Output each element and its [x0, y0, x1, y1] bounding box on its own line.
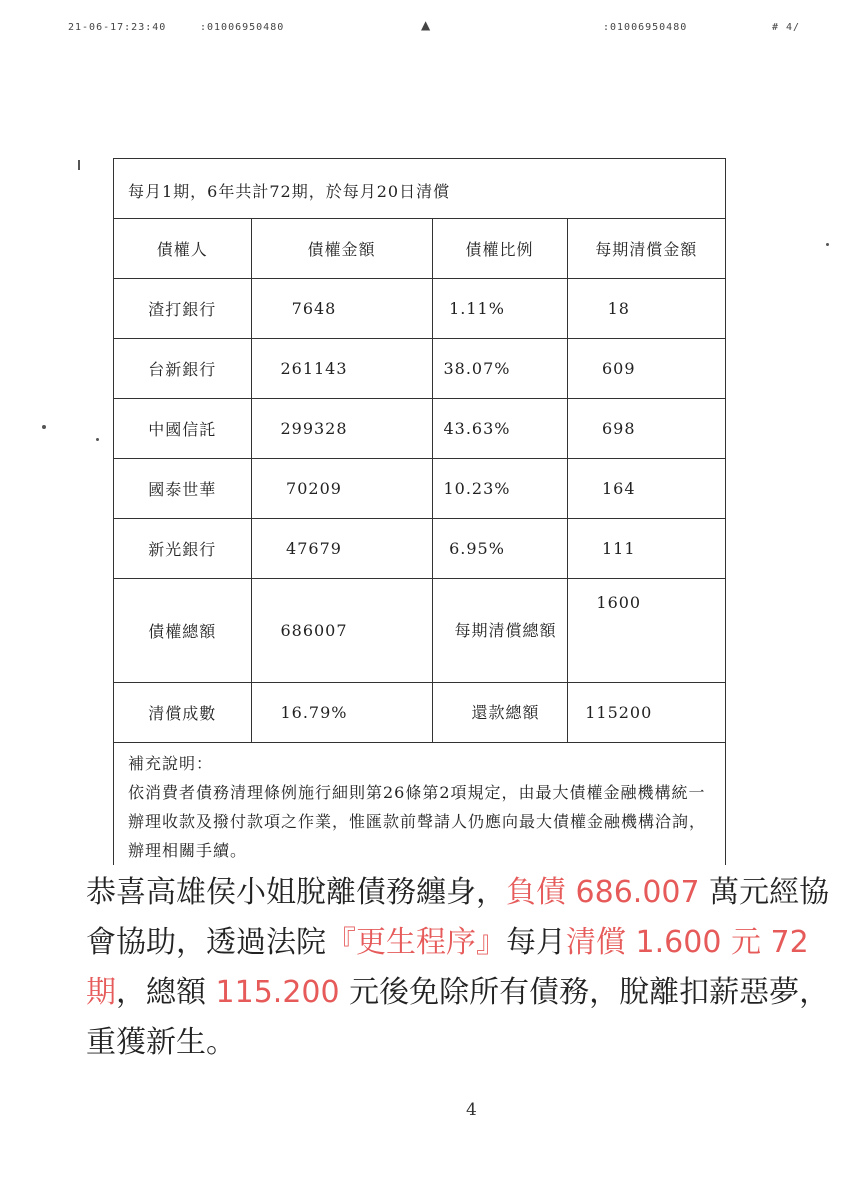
creditor-table — [114, 218, 725, 743]
caption-payment-highlight: 清償 1.600 元 72 期 — [86, 925, 809, 1010]
repayment-plan-line: 每月1期，6年共計72期，於每月20日清償 — [128, 182, 451, 201]
table-row — [114, 459, 725, 519]
notes-body: 依消費者債務清理條例施行細則第26條第2項規定，由最大債權金融機構統一辦理收款及撥付款項之作業，惟匯款前聲請人仍應向最大債權金融機構洽詢，辦理相關手續。 — [128, 783, 707, 860]
triangle-mark-icon: ▲ — [421, 18, 431, 32]
repay-value: 115200 — [567, 683, 725, 743]
fax-number-right: :01006950480 — [603, 22, 688, 33]
fax-number-left: :01006950480 — [200, 22, 285, 33]
table-row — [114, 339, 725, 399]
claim-amount: 7648 — [251, 279, 432, 339]
claim-ratio: 1.11% — [432, 279, 567, 339]
caption-text: 恭喜高雄侯小姐脫離債務纏身， — [86, 875, 506, 910]
period-payment: 164 — [567, 459, 725, 519]
creditor-name: 新光銀行 — [114, 519, 251, 579]
summary-row — [114, 683, 725, 743]
settlement-document — [113, 158, 726, 865]
caption-text: 萬元經協會協助，透過法院 — [86, 875, 830, 960]
ratio-value: 16.79% — [251, 683, 432, 743]
claim-amount: 70209 — [251, 459, 432, 519]
claim-amount: 299328 — [251, 399, 432, 459]
table-header-row — [114, 219, 725, 279]
period-total-value: 1600 — [567, 579, 725, 683]
ratio-label: 清償成數 — [114, 683, 251, 743]
column-header: 債權人 — [114, 219, 251, 279]
success-caption — [86, 868, 838, 1068]
claim-ratio: 6.95% — [432, 519, 567, 579]
scan-speck-icon — [78, 160, 80, 170]
creditor-name: 中國信託 — [114, 399, 251, 459]
notes-title: 補充說明： — [128, 754, 214, 773]
fax-page-mark: # 4/ — [772, 22, 801, 33]
creditor-name: 國泰世華 — [114, 459, 251, 519]
supplementary-notes — [128, 749, 718, 865]
period-payment: 698 — [567, 399, 725, 459]
repay-label: 還款總額 — [432, 683, 567, 743]
column-header: 債權金額 — [251, 219, 432, 279]
caption-procedure-highlight: 『更生程序』 — [326, 925, 506, 960]
claim-ratio: 10.23% — [432, 459, 567, 519]
period-payment: 609 — [567, 339, 725, 399]
table-row — [114, 279, 725, 339]
caption-text: 元後免除所有債務，脫離扣薪惡夢，重獲新生。 — [86, 975, 830, 1060]
caption-text: 每月 — [506, 925, 566, 960]
table-row — [114, 519, 725, 579]
total-row — [114, 579, 725, 683]
creditor-name: 渣打銀行 — [114, 279, 251, 339]
table-row — [114, 399, 725, 459]
claim-amount: 261143 — [251, 339, 432, 399]
caption-text: ，總額 — [116, 975, 216, 1010]
page-number: 4 — [466, 1100, 477, 1120]
total-label: 債權總額 — [114, 579, 251, 683]
scan-speck-icon — [96, 438, 99, 441]
period-payment: 111 — [567, 519, 725, 579]
creditor-name: 台新銀行 — [114, 339, 251, 399]
claim-ratio: 43.63% — [432, 399, 567, 459]
scan-speck-icon — [826, 243, 829, 246]
total-amount: 686007 — [251, 579, 432, 683]
period-total-label: 每期清償總額 — [432, 579, 567, 683]
claim-amount: 47679 — [251, 519, 432, 579]
scan-speck-icon — [42, 425, 46, 429]
column-header: 每期清償金額 — [567, 219, 725, 279]
fax-timestamp: 21-06-17:23:40 — [68, 22, 167, 33]
period-payment: 18 — [567, 279, 725, 339]
claim-ratio: 38.07% — [432, 339, 567, 399]
column-header: 債權比例 — [432, 219, 567, 279]
caption-total-highlight: 115.200 — [215, 975, 340, 1010]
caption-debt-highlight: 負債 686.007 — [506, 875, 700, 910]
